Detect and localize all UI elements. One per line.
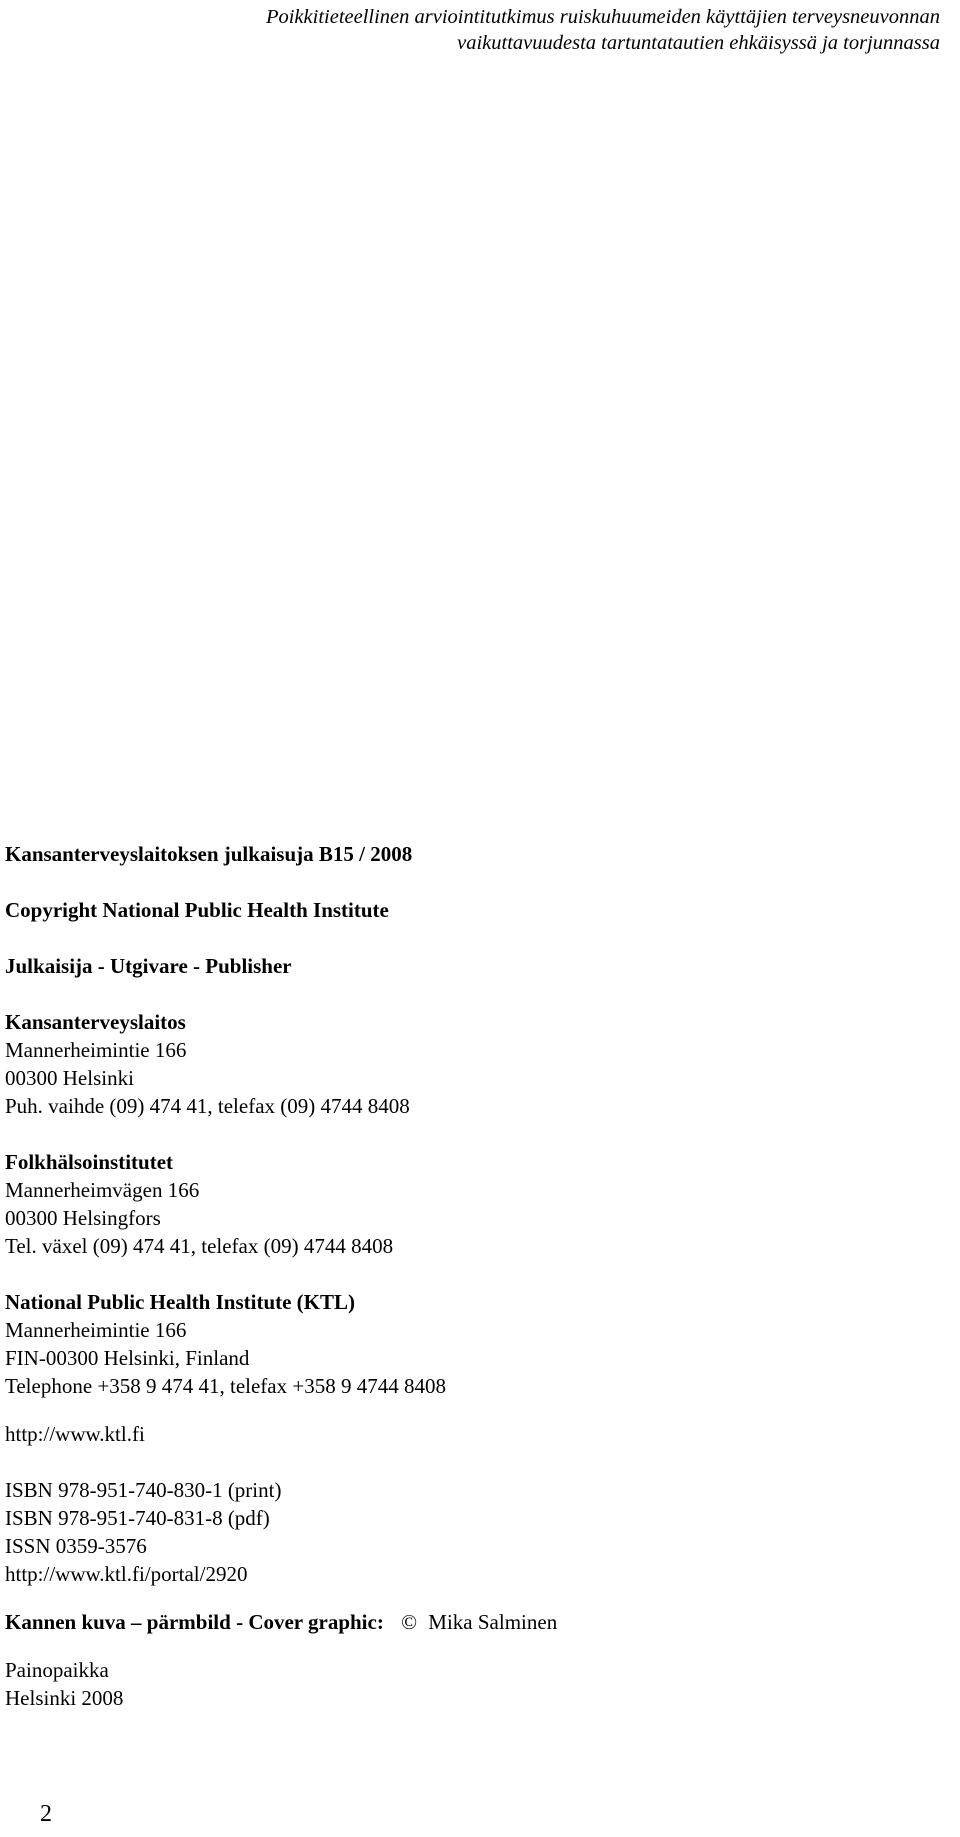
cover-block	[5, 1608, 945, 1636]
running-header-line-2: vaikuttavuudesta tartuntatautien ehkäisyssä ja torjunnassa	[457, 32, 940, 54]
english-street: Mannerheimintie 166	[5, 1318, 187, 1342]
page-number: 2	[40, 1801, 52, 1827]
publisher-heading: Julkaisija - Utgivare - Publisher	[5, 954, 292, 978]
cover-label: Kannen kuva – pärmbild - Cover graphic:	[5, 1610, 384, 1634]
swedish-institute-name: Folkhälsoinstitutet	[5, 1150, 174, 1174]
copyright-text: Copyright National Public Health Institute	[5, 898, 389, 922]
swedish-city: 00300 Helsingfors	[5, 1206, 161, 1230]
running-header	[120, 4, 940, 56]
copyright-icon: ©	[401, 1610, 418, 1634]
website-block	[5, 1420, 945, 1448]
website-url: http://www.ktl.fi	[5, 1422, 145, 1446]
finnish-institute-name: Kansanterveyslaitos	[5, 1010, 186, 1034]
finnish-phone: Puh. vaihde (09) 474 41, telefax (09) 4744 8408	[5, 1094, 410, 1118]
english-phone: Telephone +358 9 474 41, telefax +358 9 4744 8408	[5, 1374, 446, 1398]
portal-url: http://www.ktl.fi/portal/2920	[5, 1562, 248, 1586]
swedish-address-block	[5, 1148, 945, 1260]
finnish-city: 00300 Helsinki	[5, 1066, 134, 1090]
cover-credit	[5, 1608, 945, 1636]
copyright-block	[5, 896, 945, 924]
running-header-line-1: Poikkitieteellinen arviointitutkimus ruiskuhuumeiden käyttäjien terveysneuvonnan	[265, 6, 940, 28]
english-institute-name: National Public Health Institute (KTL)	[5, 1290, 356, 1314]
printing-label: Painopaikka	[5, 1658, 109, 1682]
colophon	[5, 840, 945, 1712]
english-city: FIN-00300 Helsinki, Finland	[5, 1346, 250, 1370]
finnish-street: Mannerheimintie 166	[5, 1038, 187, 1062]
cover-artist: Mika Salminen	[428, 1610, 558, 1634]
finnish-address-block	[5, 1008, 945, 1120]
series-title: Kansanterveyslaitoksen julkaisuja B15 / 2008	[5, 842, 413, 866]
printing-place-year: Helsinki 2008	[5, 1686, 124, 1710]
isbn-print: ISBN 978-951-740-830-1 (print)	[5, 1478, 282, 1502]
swedish-street: Mannerheimvägen 166	[5, 1178, 200, 1202]
english-address-block	[5, 1288, 945, 1400]
isbn-pdf: ISBN 978-951-740-831-8 (pdf)	[5, 1506, 270, 1530]
series-block	[5, 840, 945, 868]
publisher-block	[5, 952, 945, 980]
issn: ISSN 0359-3576	[5, 1534, 147, 1558]
identifiers-block	[5, 1476, 945, 1588]
swedish-phone: Tel. växel (09) 474 41, telefax (09) 4744 8408	[5, 1234, 394, 1258]
printing-block	[5, 1656, 945, 1712]
